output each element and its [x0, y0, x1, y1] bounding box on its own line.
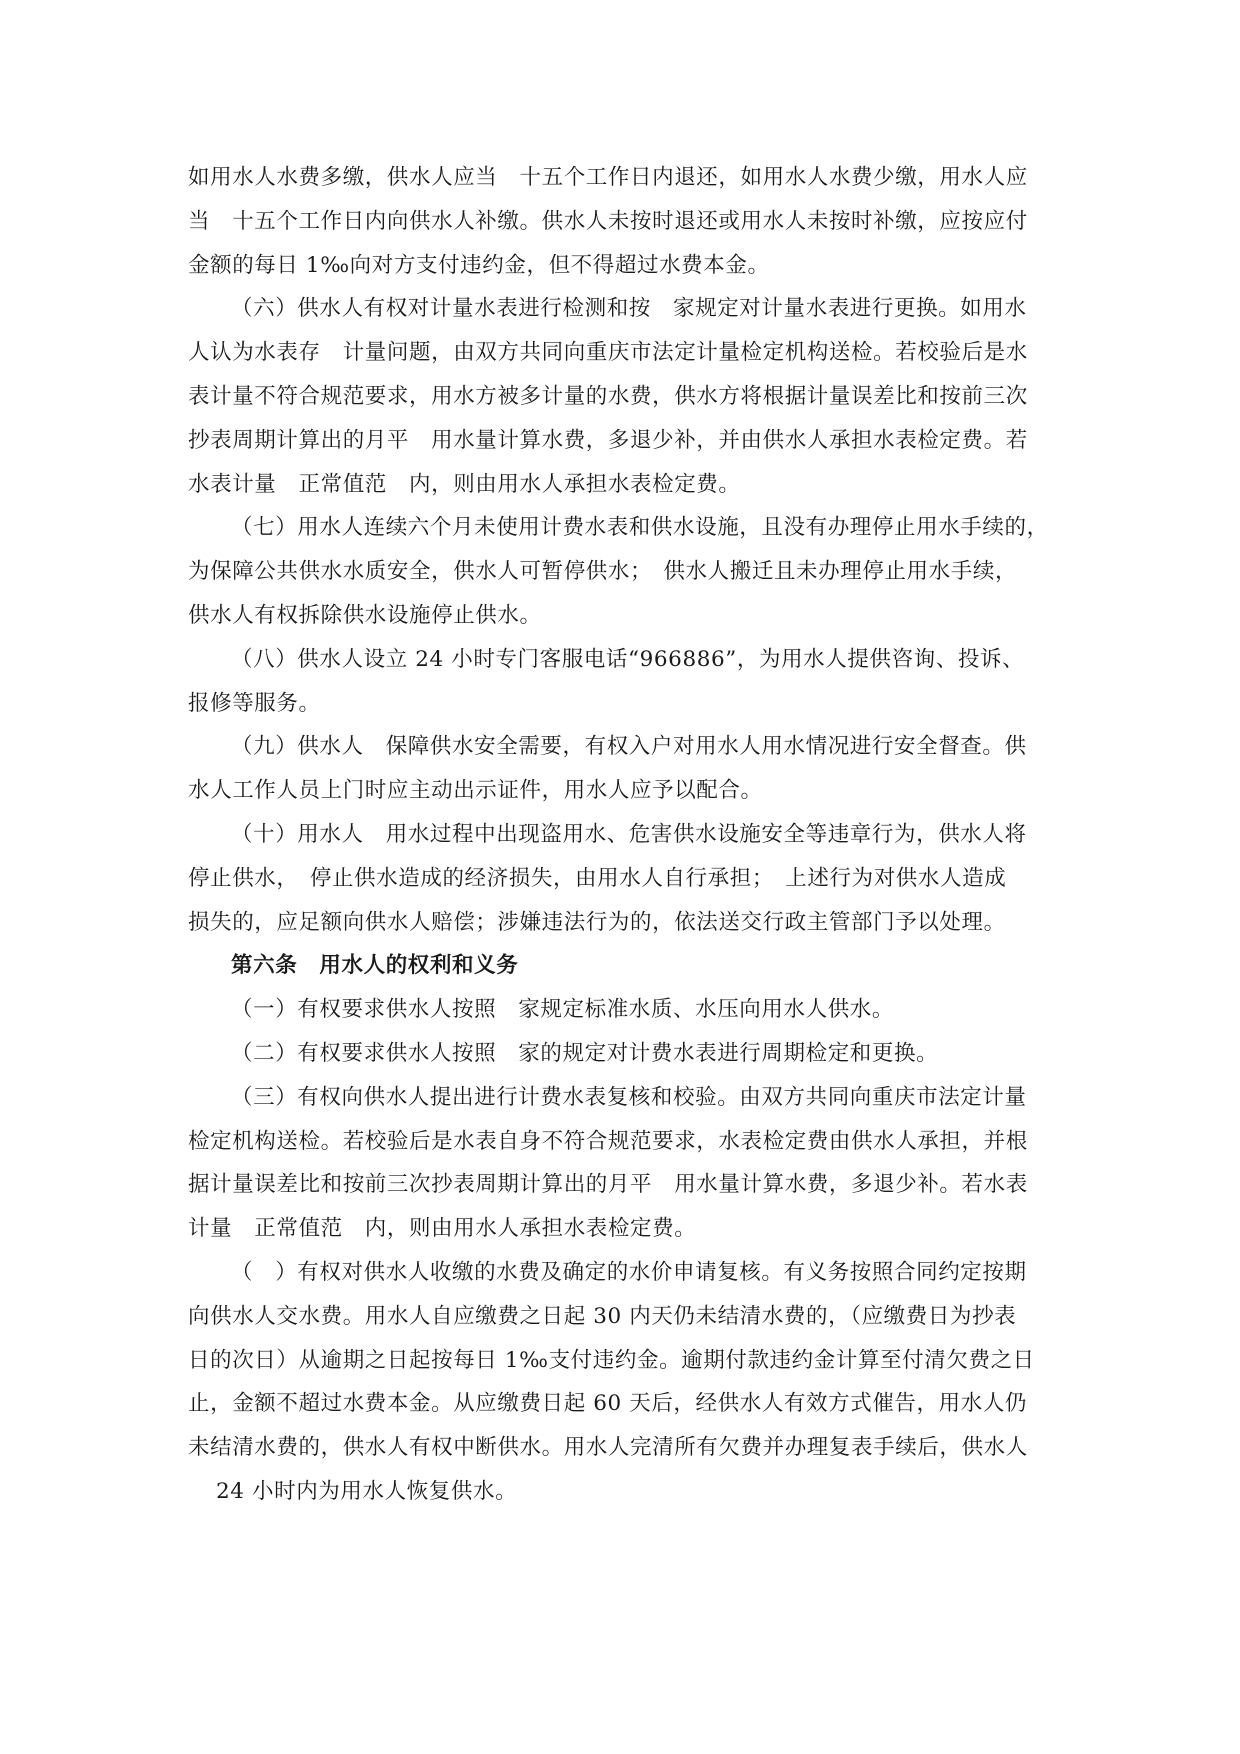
text-line: 供水人有权拆除供水设施停止供水。: [188, 602, 542, 628]
article-6-item-4-start: （ ）有权对供水人收缴的水费及确定的水价申请复核。有义务按照合同约定按期: [231, 1259, 1027, 1285]
text-line: 为保障公共供水水质安全，供水人可暂停供水； 供水人搬迁且未办理停止用水手续，: [188, 559, 1018, 585]
article-6-item-3-start: （三）有权向供水人提出进行计费水表复核和校验。由双方共同向重庆市法定计量: [231, 1084, 1027, 1110]
paragraph-7-start: （七）用水人连续六个月未使用计费水表和供水设施，且没有办理停止用水手续的，: [231, 515, 1049, 541]
text-line: 计量 正常值范 内，则由用水人承担水表检定费。: [188, 1216, 697, 1242]
text-line: 表计量不符合规范要求，用水方被多计量的水费，供水方将根据计量误差比和按前三次: [188, 383, 1028, 409]
text-line: 如用水人水费多缴，供水人应当 十五个工作日内退还，如用水人水费少缴，用水人应: [188, 165, 1028, 190]
paragraph-10-start: （十）用水人 用水过程中出现盗用水、危害供水设施安全等违章行为，供水人将: [231, 821, 1027, 847]
text-line: 检定机构送检。若校验后是水表自身不符合规范要求，水表检定费由供水人承担，并根: [188, 1128, 1028, 1154]
text-line: 抄表周期计算出的月平 用水量计算水费，多退少补，并由供水人承担水表检定费。若: [188, 427, 1028, 453]
text-line: 报修等服务。: [188, 690, 321, 716]
article-6-item-1: （一）有权要求供水人按照 家规定标准水质、水压向用水人供水。: [231, 997, 895, 1023]
text-line: 据计量误差比和按前三次抄表周期计算出的月平 用水量计算水费，多退少补。若水表: [188, 1172, 1028, 1198]
text-line: 向供水人交水费。用水人自应缴费之日起 30 内天仍未结清水费的，（应缴费日为抄表: [188, 1303, 1017, 1329]
text-line: 未结清水费的，供水人有权中断供水。用水人完清所有欠费并办理复表手续后，供水人: [188, 1435, 1028, 1461]
text-line: 止，金额不超过水费本金。从应缴费日起 60 天后，经供水人有效方式催告，用水人仍: [188, 1391, 1028, 1417]
text-line: 停止供水， 停止供水造成的经济损失，由用水人自行承担； 上述行为对供水人造成: [188, 865, 1007, 891]
text-line: 日的次日）从逾期之日起按每日 1‰支付违约金。逾期付款违约金计算至付清欠费之日: [188, 1347, 1035, 1373]
text-line: 水表计量 正常值范 内，则由用水人承担水表检定费。: [188, 471, 741, 497]
text-line-final: 24 小时内为用水人恢复供水。: [216, 1478, 518, 1504]
text-line: 水人工作人员上门时应主动出示证件，用水人应予以配合。: [188, 778, 763, 804]
article-6-heading: 第六条 用水人的权利和义务: [231, 953, 519, 979]
article-6-item-2: （二）有权要求供水人按照 家的规定对计费水表进行周期检定和更换。: [231, 1040, 939, 1066]
text-line: 损失的，应足额向供水人赔偿；涉嫌违法行为的，依法送交行政主管部门予以处理。: [188, 909, 1006, 935]
paragraph-8-start: （八）供水人设立 24 小时专门客服电话“966886”，为用水人提供咨询、投诉、: [231, 646, 1025, 672]
text-line: 金额的每日 1‰向对方支付违约金，但不得超过水费本金。: [188, 252, 770, 278]
paragraph-9-start: （九）供水人 保障供水安全需要，有权入户对用水人用水情况进行安全督查。供: [231, 734, 1027, 760]
text-line: 人认为水表存 计量问题，由双方共同向重庆市法定计量检定机构送检。若校验后是水: [188, 340, 1028, 366]
document-body: [188, 156, 1063, 1514]
paragraph-6-start: （六）供水人有权对计量水表进行检测和按 家规定对计量水表进行更换。如用水: [231, 296, 1027, 322]
text-line: 当 十五个工作日内向供水人补缴。供水人未按时退还或用水人未按时补缴，应按应付: [188, 208, 1028, 234]
